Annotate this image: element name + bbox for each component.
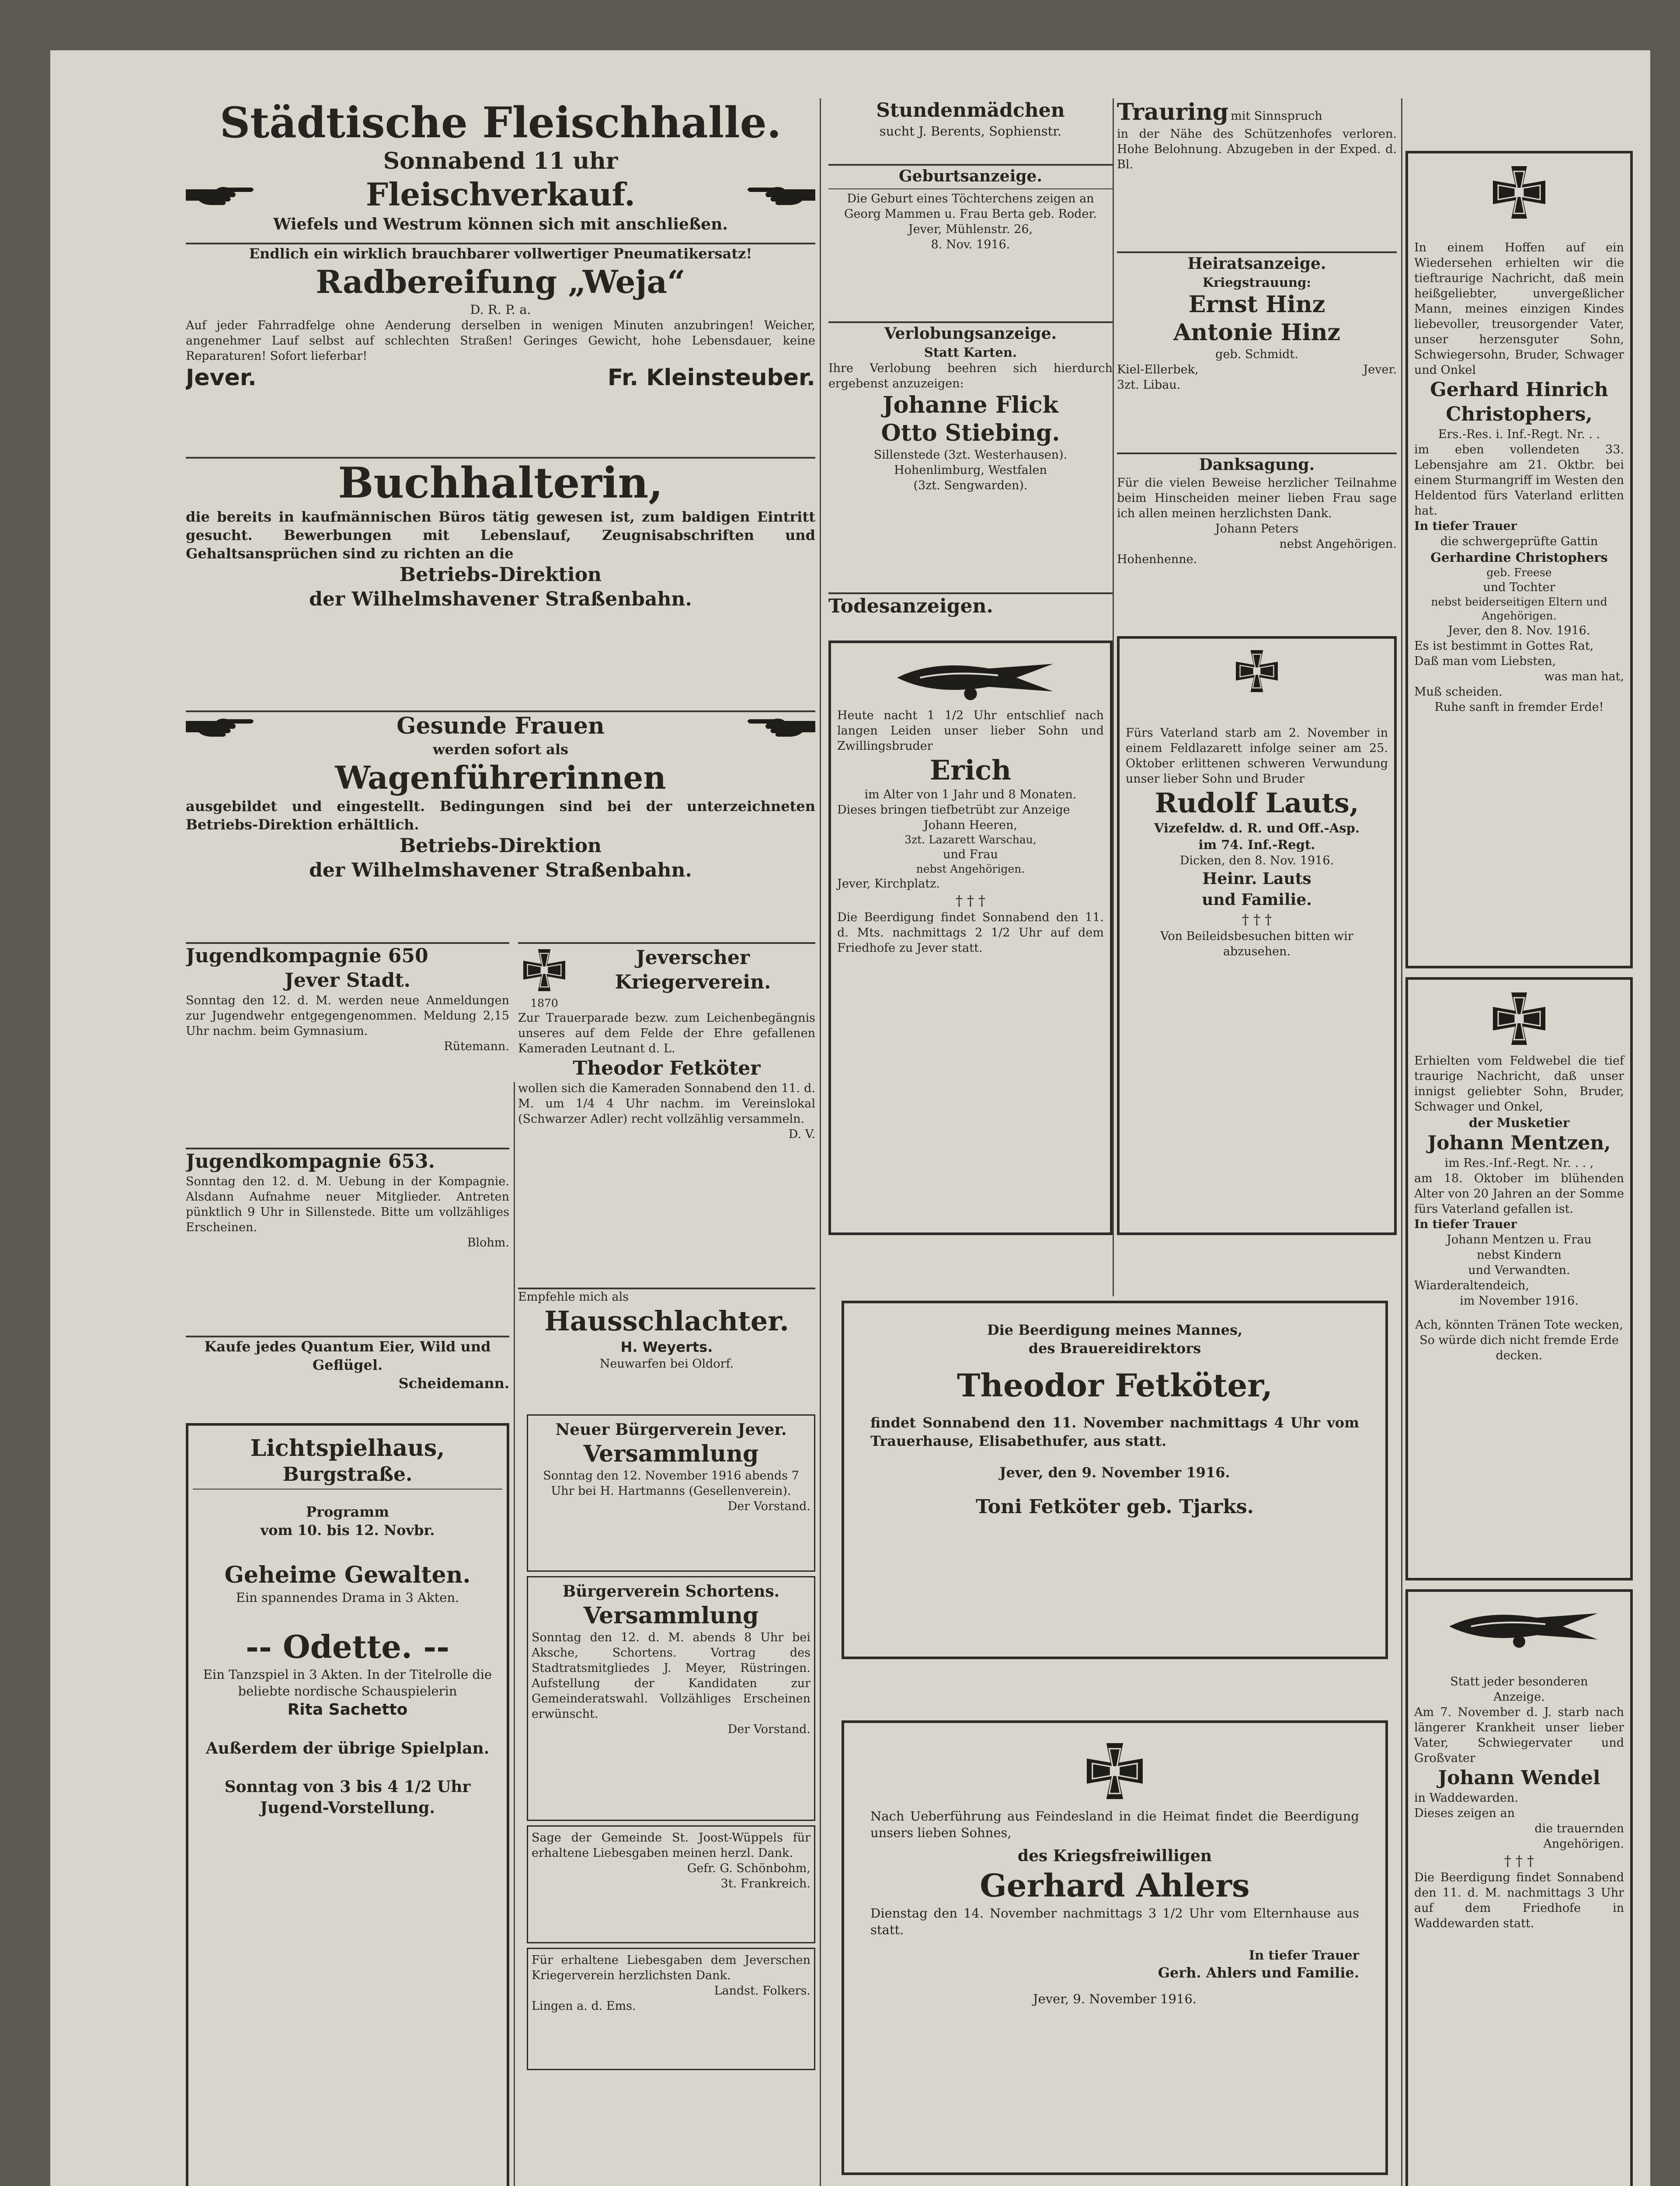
erich-sign1: Johann Heeren, [923,818,1018,832]
christophers-ad [1405,151,1633,968]
dank-title: Danksagung. [1199,456,1315,474]
lichtspiel-title: Lichtspielhaus, [250,1435,445,1462]
frauen-headline: Wagenführerinnen [335,759,666,796]
erich-sign4: nebst Angehörigen. [916,863,1025,875]
erich-body2: im Alter von 1 Jahr und 8 Monaten. [864,788,1077,801]
erich-place: Jever, Kirchplatz. [837,877,940,891]
buergerschortens-headline: Versammlung [583,1602,759,1629]
lichtspiel-prog: Programm [306,1504,389,1520]
frauen-line1: Betriebs-Direktion [399,835,602,857]
buergerjever-headline: Versammlung [583,1441,759,1467]
jugend653-body: Sonntag den 12. d. M. Uebung in der Kompagnie. Alsdann Aufnahme neuer Mitglieder. Antreten pünktlich 9 Uhr in Sillenstede. Bitte um vollzähliges Erscheinen. [186,1175,509,1234]
mentzen-place: Wiarderaltendeich, [1414,1279,1530,1292]
iron-cross-icon [1231,645,1283,697]
geburt-ad [828,164,1113,317]
christophers-body: In einem Hoffen auf ein Wiedersehen erhielten wir die tieftraurige Nachricht, daß mein heißgeliebter, unvergeßlicher Mann, meines einzigen Kindes liebevoller, treusorgender Vater, unser herzensguter Sohn, Schwiegersohn, Bruder, Schwager und Onkel [1414,241,1624,377]
geburt-body: Die Geburt eines Töchterchens zeigen an [847,192,1094,205]
mentzen-body: Erhielten vom Feldwebel die tief traurige Nachricht, daß unser innigst geliebter Sohn, Bruder, Schwager und Onkel, [1414,1054,1624,1114]
verlobung-title: Verlobungsanzeige. [884,324,1057,343]
frauen-body: ausgebildet und eingestellt. Bedingungen sind bei der unterzeichneten Betriebs-Direktion erhältlich. [186,798,815,833]
wendel-body2: Dieses zeigen an [1414,1807,1515,1820]
mentzen-sign3: und Verwandten. [1468,1264,1570,1277]
heirat-title: Heiratsanzeige. [1187,254,1326,273]
christophers-verse3: was man hat, [1544,670,1624,683]
lichtspiel-dates: vom 10. bis 12. Novbr. [260,1522,435,1539]
fetkoeter-body: findet Sonnabend den 11. November nachmittags 4 Uhr vom Trauerhause, Elisabethufer, aus statt. [870,1414,1359,1449]
folkers-body: Für erhaltene Liebesgaben dem Jeverschen Kriegerverein herzlichsten Dank. [532,1953,810,1982]
fleisch-note: Wiefels und Westrum können sich mit anschließen. [273,215,728,233]
trauring-ad [1117,98,1397,247]
weja-title: Radbereifung „Weja“ [316,263,685,300]
lauts-sign2: und Familie. [1202,891,1312,909]
hausschlachter-ad [518,1288,815,1410]
scheidemann-body: Kaufe jedes Quantum Eier, Wild und Geflügel. [204,1338,491,1373]
heirat-ad [1117,251,1397,448]
christophers-sign4: und Tochter [1483,581,1555,594]
geburt-place: Jever, Mühlenstr. 26, [908,223,1033,236]
iron-cross-icon [1486,160,1552,225]
buchhalterin-body: die bereits in kaufmännischen Büros tätig gewesen ist, zum baldigen Eintritt gesucht. Bewerbungen mit Lebenslauf, Zeugnisabschriften und Gehaltsansprüchen sind zu richten an die [186,508,815,562]
lichtspiel-film1desc: Ein spannendes Drama in 3 Akten. [236,1590,459,1605]
buchhalterin-line1: Betriebs-Direktion [399,564,602,586]
fleisch-title: Städtische Fleischhalle. [219,98,782,147]
erich-body: Heute nacht 1 1/2 Uhr entschlief nach langen Leiden unser lieber Sohn und Zwillingsbruder [837,709,1104,753]
buergerverein-jever-ad [527,1414,815,1572]
ahlers-body: Nach Ueberführung aus Feindesland in die Heimat findet die Beerdigung unsers lieben Sohnes, [870,1809,1359,1840]
mentzen-verse: Ach, könnten Tränen Tote wecken, So würde dich nicht fremde Erde decken. [1415,1318,1623,1362]
lauts-name: Rudolf Lauts, [1155,787,1359,819]
weja-intro: Endlich ein wirklich brauchbarer vollwertiger Pneumatikersatz! [249,245,752,262]
fleisch-time: Sonnabend 11 uhr [383,148,618,174]
lichtspiel-youth: Sonntag von 3 bis 4 1/2 Uhr Jugend-Vorstellung. [224,1778,471,1817]
christophers-verse4: Muß scheiden. [1414,685,1503,699]
wendel-name: Johann Wendel [1438,1767,1600,1789]
schoenbohm-place: 3t. Frankreich. [720,1877,810,1890]
verlobung-place2: Hohenlimburg, Westfalen [894,463,1047,477]
pointing-hand-icon [745,181,815,208]
buchhalterin-line2: der Wilhelmshavener Straßenbahn. [309,588,692,610]
christophers-date: Jever, den 8. Nov. 1916. [1448,624,1590,637]
lichtspielhaus-ad [186,1423,509,2186]
christophers-sign3: geb. Freese [1486,566,1552,579]
erich-name: Erich [929,754,1012,786]
stundenmaedchen-title: Stundenmädchen [876,99,1065,122]
wendel-ad [1405,1589,1633,2186]
verlobung-place3: (3zt. Sengwarden). [913,479,1028,492]
jugend650-sub: Jever Stadt. [285,969,410,992]
dank-place: Hohenhenne. [1117,553,1197,566]
lauts-sign1: Heinr. Lauts [1202,870,1311,888]
fetkoeter-name: Theodor Fetköter, [957,1367,1273,1404]
jugend653-title: Jugendkompagnie 653. [186,1150,435,1173]
jugend650-title: Jugendkompagnie 650 [186,945,428,967]
heirat-place1b: 3zt. Libau. [1117,378,1181,392]
ahlers-ad [842,1720,1388,2175]
buergerschortens-body: Sonntag den 12. d. M. abends 8 Uhr bei Aksche, Schortens. Vortrag des Stadtratsmitgliedes J. Meyer, Rüstringen. Aufstellung der Kandidaten zur Gemeinderatswahl. Vollzähliges Erscheinen erwünscht. [532,1631,810,1721]
lichtspiel-street: Burgstraße. [282,1463,413,1486]
heirat-name1: Ernst Hinz [1188,291,1325,318]
hausschlachter-place: Neuwarfen bei Oldorf. [599,1357,734,1371]
pointing-hand-icon [186,181,256,208]
iron-cross-icon [1486,986,1552,1051]
kriegerverein-sign: D. V. [788,1128,815,1141]
mentzen-body2: am 18. Oktober im blühenden Alter von 20 Jahren an der Somme fürs Vaterland gefallen ist. [1414,1172,1624,1216]
folkers-sign: Landst. Folkers. [714,1984,810,1998]
fetkoeter-sign: Toni Fetköter geb. Tjarks. [976,1496,1254,1518]
weja-patent: D. R. P. a. [470,302,531,317]
verlobung-name1: Johanne Flick [883,392,1058,418]
christophers-verse2: Daß man vom Liebsten, [1414,654,1556,668]
buergerverein-schortens-ad [527,1576,815,1821]
ahlers-mourn: In tiefer Trauer [1249,1948,1359,1963]
lauts-crosses: † † † [1242,911,1272,928]
lauts-date: Dicken, den 8. Nov. 1916. [1179,854,1334,867]
lauts-note: Von Beileidsbesuchen bitten wir abzusehen. [1160,929,1353,958]
folkers-ad [527,1948,815,2070]
jugend650-body: Sonntag den 12. d. M. werden neue Anmeldungen zur Jugendwehr entgegengenommen. Meldung 2,15 Uhr nachm. beim Gymnasium. [186,994,509,1038]
verlobung-name2: Otto Stiebing. [881,420,1060,446]
wendel-pre1: Statt jeder besonderen [1450,1675,1588,1688]
fetkoeter-line1: Die Beerdigung meines Mannes, [987,1322,1243,1338]
wendel-sign2: Angehörigen. [1543,1837,1624,1851]
geburt-date: 8. Nov. 1916. [931,238,1010,251]
column-rule [820,98,821,2186]
ahlers-sign: Gerh. Ahlers und Familie. [1158,1964,1359,1981]
wendel-pre2: Anzeige. [1493,1690,1545,1704]
frauen-line2: der Wilhelmshavener Straßenbahn. [309,859,692,881]
buchhalterin-title: Buchhalterin, [338,458,663,508]
lauts-body: Fürs Vaterland starb am 2. November in einem Feldlazarett infolge seiner am 25. Oktober erlittenen schweren Verwundung unser lieber Sohn und Bruder [1126,726,1388,786]
christophers-sign1: die schwergeprüfte Gattin [1440,535,1598,548]
mentzen-name: Johann Mentzen, [1427,1132,1611,1154]
lichtspiel-actress: Rita Sachetto [287,1701,408,1719]
wendel-burial: Die Beerdigung findet Sonnabend den 11. d. M. nachmittags 3 Uhr auf dem Friedhofe in Waddewarden statt. [1414,1871,1624,1930]
stundenmaedchen-ad [828,98,1113,160]
christophers-name: Gerhard Hinrich Christophers, [1430,379,1608,425]
pointing-hand-icon [745,713,815,739]
erich-burial: Die Beerdigung findet Sonnabend den 11. d. Mts. nachmittags 2 1/2 Uhr auf dem Friedhofe zu Jever statt. [837,911,1104,955]
erich-crosses: † † † [955,892,986,909]
kriegerverein-body2: wollen sich die Kameraden Sonnabend den 11. d. M. um 1/4 4 Uhr nachm. im Vereinslokal (Schwarzer Adler) recht vollzählig versammeln. [518,1082,815,1126]
heirat-name2: Antonie Hinz [1173,319,1340,346]
wendel-place: in Waddewarden. [1414,1791,1519,1805]
kriegerverein-ad [518,942,815,1283]
jugend653-sign: Blohm. [467,1236,509,1250]
wreath-icon [1432,1598,1607,1655]
verlobung-place1: Sillenstede (3zt. Westerhausen). [873,448,1068,462]
frauen-sub: werden sofort als [432,741,569,758]
todes-title: Todesanzeigen. [828,595,993,617]
verlobung-body: Ihre Verlobung beehren sich hierdurch ergebenst anzuzeigen: [828,362,1113,390]
weja-ad [186,243,815,453]
iron-cross-icon [518,944,570,996]
lauts-regt: im 74. Inf.-Regt. [1198,837,1315,852]
buergerschortens-sign: Der Vorstand. [727,1723,810,1736]
kriegerverein-title: Jeverscher Kriegerverein. [615,947,771,993]
buergerjever-title: Neuer Bürgerverein Jever. [555,1420,787,1439]
kriegerverein-body: Zur Trauerparade bezw. zum Leichenbegängnis unseres auf dem Felde der Ehre gefallenen Kameraden Leutnant d. L. [518,1011,815,1055]
fleischhalle-ad [186,98,815,238]
kriegerverein-year: 1870 [530,997,558,1009]
heirat-place2: Jever. [1363,363,1397,376]
wreath-icon [879,649,1062,706]
weja-dealer: Fr. Kleinsteuber. [607,365,815,391]
geburt-names: Georg Mammen u. Frau Berta geb. Roder. [844,207,1097,221]
newspaper-page [50,50,1650,2186]
buergerjever-sign: Der Vorstand. [727,1500,810,1513]
verlobung-sub: Statt Karten. [924,345,1017,360]
heirat-sub: Kriegstrauung: [1202,275,1311,290]
fetkoeter-date: Jever, den 9. November 1916. [999,1464,1230,1481]
schoenbohm-body: Sage der Gemeinde St. Joost-Wüppels für erhaltene Liebesgaben meinen herzl. Dank. [532,1831,810,1860]
hausschlachter-pre: Empfehle mich als [518,1290,629,1304]
frauen-ad [186,710,815,938]
christophers-verse1: Es ist bestimmt in Gottes Rat, [1414,639,1594,653]
mentzen-date: im November 1916. [1460,1294,1579,1308]
frauen-title: Gesunde Frauen [397,713,605,739]
lauts-ad [1117,636,1397,1235]
dank-sign1: Johann Peters [1215,522,1299,536]
heirat-place1: Kiel-Ellerbek, [1117,363,1199,376]
mentzen-mourn: In tiefer Trauer [1414,1218,1517,1231]
erich-sign2: 3zt. Lazarett Warschau, [904,833,1037,846]
schoenbohm-sign: Gefr. G. Schönbohm, [687,1862,810,1875]
lichtspiel-film2: -- Odette. -- [246,1628,449,1665]
folkers-place: Lingen a. d. Ems. [532,1999,636,2013]
wendel-body: Am 7. November d. J. starb nach längerer Krankheit unser lieber Vater, Schwiegervater und Großvater [1414,1706,1624,1765]
mentzen-sign2: nebst Kindern [1477,1248,1562,1262]
lauts-rank: Vizefeldw. d. R. und Off.-Asp. [1154,821,1360,835]
wendel-crosses: † † † [1504,1852,1534,1869]
hausschlachter-title: Hausschlachter. [544,1305,789,1337]
geburt-title: Geburtsanzeige. [899,167,1042,185]
buergerschortens-title: Bürgerverein Schortens. [562,1582,780,1601]
heirat-nee: geb. Schmidt. [1215,348,1298,361]
danksagung-ad [1117,453,1397,627]
trauring-body: in der Nähe des Schützenhofes verloren. Hohe Belohnung. Abzugeben in der Exped. d. Bl. [1117,127,1397,171]
lichtspiel-film2desc: Ein Tanzspiel in 3 Akten. In der Titelrolle die beliebte nordische Schauspielerin [203,1667,492,1699]
column-rule [514,1082,515,2186]
pointing-hand-icon [186,713,256,739]
erich-sign3: und Frau [943,848,998,861]
fetkoeter-line2: des Brauereidirektors [1028,1340,1201,1357]
stundenmaedchen-body: sucht J. Berents, Sophienstr. [879,124,1062,139]
christophers-sign5: nebst beiderseitigen Eltern und Angehörigen. [1431,595,1607,622]
christophers-body2: im eben vollendeten 33. Lebensjahre am 21. Oktbr. bei einem Sturmangriff im Westen den Heldentod fürs Vaterland erlitten hat. [1414,443,1624,518]
lichtspiel-film1: Geheime Gewalten. [224,1562,471,1588]
schoenbohm-ad [527,1825,815,1943]
mentzen-rank: der Musketier [1468,1115,1570,1130]
ahlers-body2: Dienstag den 14. November nachmittags 3 1/2 Uhr vom Elternhause aus statt. [870,1906,1359,1937]
buchhalterin-ad [186,457,815,706]
ahlers-date: Jever, 9. November 1916. [1033,1991,1197,2006]
christophers-rank: Ers.-Res. i. Inf.-Regt. Nr. . . [1438,428,1600,441]
hausschlachter-name: H. Weyerts. [620,1339,713,1355]
jugendkompagnie-650-ad [186,942,509,1143]
wendel-sign1: die trauernden [1534,1822,1624,1835]
christophers-verse5: Ruhe sanft in fremder Erde! [1434,700,1604,714]
dank-sign2: nebst Angehörigen. [1279,537,1397,551]
scheidemann-sign: Scheidemann. [398,1375,509,1392]
mentzen-ad [1405,977,1633,1580]
erich-body3: Dieses bringen tiefbetrübt zur Anzeige [837,803,1070,817]
verlobung-ad [828,321,1113,588]
ahlers-sub: des Kriegsfreiwilligen [1017,1847,1212,1865]
lichtspiel-extra: Außerdem der übrige Spielplan. [205,1739,490,1758]
dank-body: Für die vielen Beweise herzlicher Teilnahme beim Hinscheiden meiner lieben Frau sage ich allen meinen herzlichsten Dank. [1117,476,1397,520]
fetkoeter-ad [842,1301,1388,1659]
buergerjever-body: Sonntag den 12. November 1916 abends 7 Uhr bei H. Hartmanns (Gesellenverein). [543,1469,799,1498]
column-rule [1113,98,1114,1296]
kriegerverein-name: Theodor Fetköter [573,1057,761,1079]
jugend650-sign: Rütemann. [444,1040,509,1053]
trauring-suffix: mit Sinnspruch [1231,109,1322,123]
iron-cross-icon [1080,1736,1150,1806]
jugendkompagnie-653-ad [186,1148,509,1331]
ahlers-name: Gerhard Ahlers [980,1867,1250,1904]
christophers-mourn: In tiefer Trauer [1414,519,1517,533]
erich-ad [828,640,1113,1235]
mentzen-sign1: Johann Mentzen u. Frau [1447,1233,1592,1246]
weja-body: Auf jeder Fahrradfelge ohne Aenderung derselben in wenigen Minuten anzubringen! Weicher, angenehmer Lauf selbst auf schlechten Straßen! Geringes Gewicht, hohe Lebensdauer, keine Reparaturen! Sofort lieferbar! [186,319,815,363]
mentzen-regt: im Res.-Inf.-Regt. Nr. . . , [1444,1156,1594,1170]
trauring-title: Trauring [1117,99,1229,125]
scheidemann-ad [186,1336,509,1410]
christophers-sign2: Gerhardine Christophers [1430,550,1608,565]
fleisch-headline: Fleischverkauf. [365,176,636,213]
weja-place: Jever. [186,365,257,391]
column-rule [1401,98,1402,2186]
todesanzeigen-heading [828,592,1113,636]
